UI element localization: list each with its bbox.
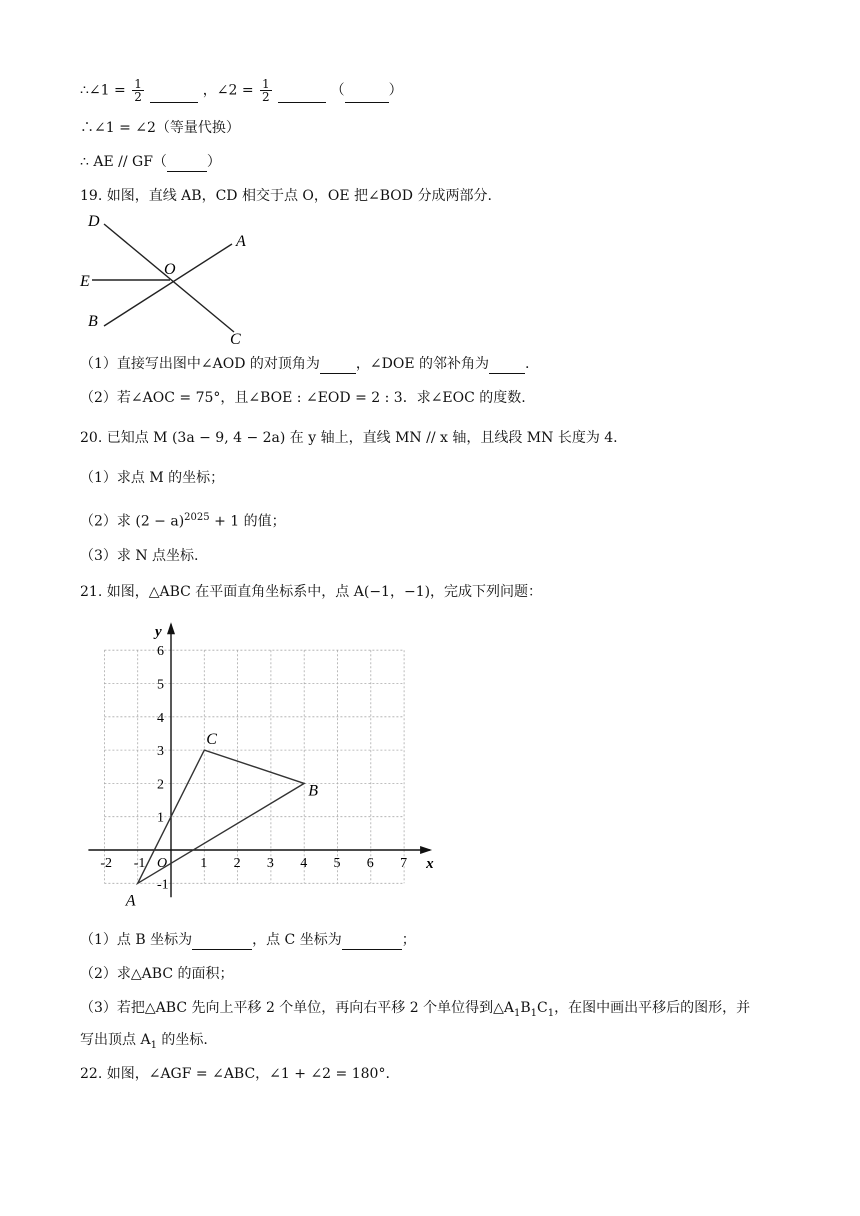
- answer-blank[interactable]: [192, 935, 252, 950]
- question-19-1: [80, 354, 529, 374]
- y-axis-label: y: [155, 624, 162, 641]
- text: ，点 C 坐标为: [252, 932, 342, 948]
- x-tick-label: 5: [333, 856, 341, 871]
- question-20-3: （3）求 N 点坐标.: [80, 548, 199, 564]
- reason-blank[interactable]: [345, 88, 389, 103]
- question-21-1: [80, 930, 416, 950]
- text: ∴ AE // GF（: [80, 154, 167, 170]
- exponent: 2025: [184, 512, 210, 523]
- x-tick-label: 7: [400, 856, 408, 871]
- x-tick-label: 1: [200, 856, 208, 871]
- fraction: $\frac{1}{2}$: [262, 77, 270, 104]
- x-tick-label: -2: [100, 856, 113, 871]
- question-21-3-cont: [80, 1030, 208, 1056]
- label-B: B: [88, 313, 98, 330]
- x-tick-label: -1: [133, 856, 146, 871]
- subscript: 1: [514, 1007, 521, 1019]
- fraction: $\frac{1}{2}$: [134, 77, 142, 104]
- y-tick-label: 4: [157, 710, 164, 726]
- line-DC: [104, 224, 234, 332]
- answer-blank[interactable]: [320, 359, 356, 374]
- text: ）: [206, 154, 221, 170]
- coordinate-grid-figure: [80, 612, 450, 912]
- x-tick-label: 6: [366, 856, 374, 871]
- x-tick-label: 2: [233, 856, 241, 871]
- y-tick-label: -1: [157, 877, 169, 893]
- text: （3）若把△ABC 先向上平移 2 个单位，再向右平移 2 个单位得到△A: [80, 1000, 514, 1016]
- question-20: 20. 已知点 M (3a − 9, 4 − 2a) 在 y 轴上，直线 MN // x 轴，且线段 MN 长度为 4.: [80, 430, 618, 446]
- text: （2）求 (2 − a): [80, 513, 185, 530]
- text: B: [520, 1000, 531, 1016]
- label-A: A: [236, 233, 246, 250]
- proof-line-2: ∴∠1 = ∠2（等量代换）: [80, 120, 240, 136]
- answer-blank[interactable]: [278, 88, 326, 103]
- text: + 1 的值；: [209, 513, 286, 530]
- subscript: 1: [547, 1007, 555, 1019]
- question-21-2: （2）求△ABC 的面积；: [80, 966, 234, 982]
- answer-blank[interactable]: [150, 88, 198, 103]
- text: 的坐标.: [156, 1032, 208, 1048]
- origin-label: O: [157, 856, 168, 871]
- y-tick-label: 5: [157, 677, 164, 693]
- question-20-1: （1）求点 M 的坐标；: [80, 470, 225, 486]
- point-label-C: C: [206, 731, 217, 749]
- point-label-B: B: [308, 782, 318, 800]
- figure-19: [78, 208, 258, 348]
- text: ，∠2 =: [202, 82, 254, 99]
- text: 写出顶点 A: [80, 1032, 151, 1048]
- proof-line-1: [80, 78, 403, 103]
- label-D: D: [88, 213, 100, 230]
- subscript: 1: [150, 1039, 157, 1051]
- label-C: C: [230, 331, 241, 348]
- subscript: 1: [530, 1007, 538, 1019]
- label-E: E: [80, 273, 90, 290]
- text: （1）点 B 坐标为: [80, 932, 193, 948]
- y-tick-label: 6: [157, 644, 164, 660]
- text: （1）直接写出图中∠AOD 的对顶角为: [80, 356, 320, 372]
- reason-blank[interactable]: [167, 157, 207, 172]
- text: ∴∠1 =: [80, 82, 126, 99]
- y-axis-arrow: [167, 622, 175, 634]
- question-19: 19. 如图，直线 AB，CD 相交于点 O，OE 把∠BOD 分成两部分.: [80, 188, 492, 204]
- x-tick-label: 4: [300, 856, 308, 871]
- text: ）: [388, 82, 403, 99]
- question-21: 21. 如图，△ABC 在平面直角坐标系中，点 A(−1，−1)，完成下列问题：: [80, 584, 543, 600]
- label-O: O: [164, 261, 176, 278]
- proof-line-3: [80, 152, 221, 172]
- text: ；: [401, 932, 416, 948]
- y-tick-label: 2: [157, 777, 164, 793]
- x-axis-arrow: [420, 846, 432, 854]
- answer-blank[interactable]: [342, 935, 402, 950]
- text: （: [330, 82, 345, 99]
- y-tick-label: 1: [157, 810, 164, 826]
- text: ，在图中画出平移后的图形，并: [554, 1000, 751, 1016]
- x-axis-label: x: [426, 856, 434, 872]
- question-21-3: [80, 998, 750, 1024]
- y-tick-label: 3: [157, 744, 164, 760]
- text: ，∠DOE 的邻补角为: [355, 356, 490, 372]
- question-19-2: （2）若∠AOC = 75°，且∠BOE : ∠EOD = 2 : 3．求∠EOC 的度数.: [80, 390, 526, 406]
- question-22: 22. 如图，∠AGF = ∠ABC，∠1 + ∠2 = 180°.: [80, 1066, 390, 1082]
- text: C: [537, 1000, 548, 1016]
- text: .: [525, 356, 530, 372]
- point-label-A: A: [125, 892, 136, 910]
- x-tick-label: 3: [266, 856, 274, 871]
- answer-blank[interactable]: [489, 359, 525, 374]
- question-20-2: [80, 508, 286, 532]
